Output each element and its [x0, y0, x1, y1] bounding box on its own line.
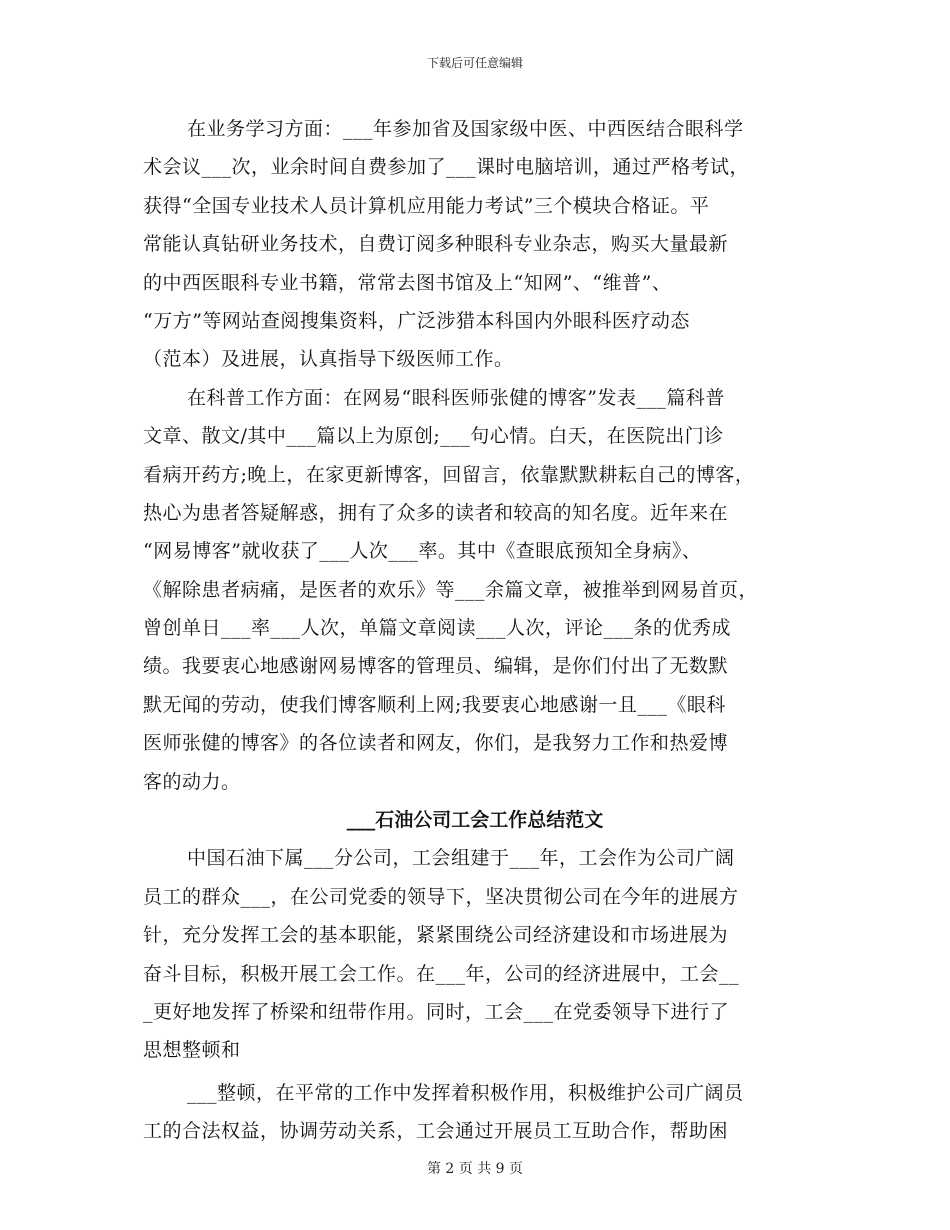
text-line: 绩。我要衷心地感谢网易博客的管理员、编辑，是你们付出了无数默 — [143, 655, 729, 678]
text-line: 《解除患者病痛，是医者的欢乐》等___余篇文章，被推举到网易首页， — [143, 578, 759, 601]
paragraph-group-3 — [143, 1074, 807, 1151]
text-line: 术会议___次，业余时间自费参加了___课时电脑培训，通过严格考试， — [143, 156, 750, 179]
text-line: 医师张健的博客》的各位读者和网友，你们，是我努力工作和热爱博 — [143, 732, 729, 755]
page-header-note: 下载后可任意编辑 — [426, 56, 523, 70]
text-line: 在业务学习方面：___年参加省及国家级中医、中西医结合眼科学 — [187, 118, 744, 140]
text-line: 默无闻的劳动，使我们博客顺利上网;我要衷心地感谢一且___《眼科 — [143, 693, 726, 716]
text-line: 文章、散文/其中___篇以上为原创;___句心情。白天，在医院出门诊 — [143, 425, 724, 448]
text-line: ___整顿，在平常的工作中发挥着积极作用，积极维护公司广阔员 — [187, 1081, 744, 1104]
text-line: 奋斗目标，积极开展工会工作。在___年，公司的经济进展中，工会__ — [143, 962, 740, 985]
text-line: 获得“全国专业技术人员计算机应用能力考试”三个模块合格证。平 — [143, 194, 710, 217]
text-line: 看病开药方;晚上，在家更新博客，回留言，依靠默默耕耘自己的博客， — [143, 463, 755, 486]
text-line: “万方”等网站查阅搜集资料，广泛涉猎本科国内外眼科医疗动态 — [143, 309, 690, 332]
text-line: 曾创单日___率___人次，单篇文章阅读___人次，评论___条的优秀成 — [143, 617, 732, 640]
text-line: 热心为患者答疑解惑，拥有了众多的读者和较高的知名度。近年来在 — [143, 501, 729, 524]
page-number: 第 2 页 共 9 页 — [426, 1161, 524, 1177]
text-line: 常能认真钻研业务技术，自费订阅多种眼科专业杂志，购买大量最新 — [143, 233, 729, 256]
paragraph-group-2 — [143, 839, 807, 1069]
text-line: 员工的群众___，在公司党委的领导下，坚决贯彻公司在今年的进展方 — [143, 885, 739, 908]
text-line: 思想整顿和 — [143, 1039, 241, 1062]
text-line: 中国石油下属___分公司，工会组建于___年，工会作为公司广阔 — [187, 847, 735, 870]
text-line: 客的动力。 — [143, 770, 241, 793]
text-line: 针，充分发挥工会的基本职能，紧紧围绕公司经济建设和市场进展为 — [143, 924, 729, 947]
text-line: 工的合法权益，协调劳动关系，工会通过开展员工互助合作，帮助困 — [143, 1120, 729, 1143]
text-line: 的中西医眼科专业书籍，常常去图书馆及上“知网”、“维普”、 — [143, 271, 672, 294]
text-line: “网易博客”就收获了___人次___率。其中《查眼底预知全身病》、 — [143, 540, 702, 563]
text-line: （范本）及进展，认真指导下级医师工作。 — [143, 348, 514, 371]
text-line: 在科普工作方面：在网易“眼科医师张健的博客”发表___篇科普 — [187, 386, 725, 409]
document-body — [143, 110, 807, 1151]
section-title: ___石油公司工会工作总结范文 — [346, 809, 604, 832]
text-line: _更好地发挥了桥梁和纽带作用。同时，工会___在党委领导下进行了 — [143, 1000, 730, 1023]
paragraph-group-1 — [143, 110, 807, 801]
